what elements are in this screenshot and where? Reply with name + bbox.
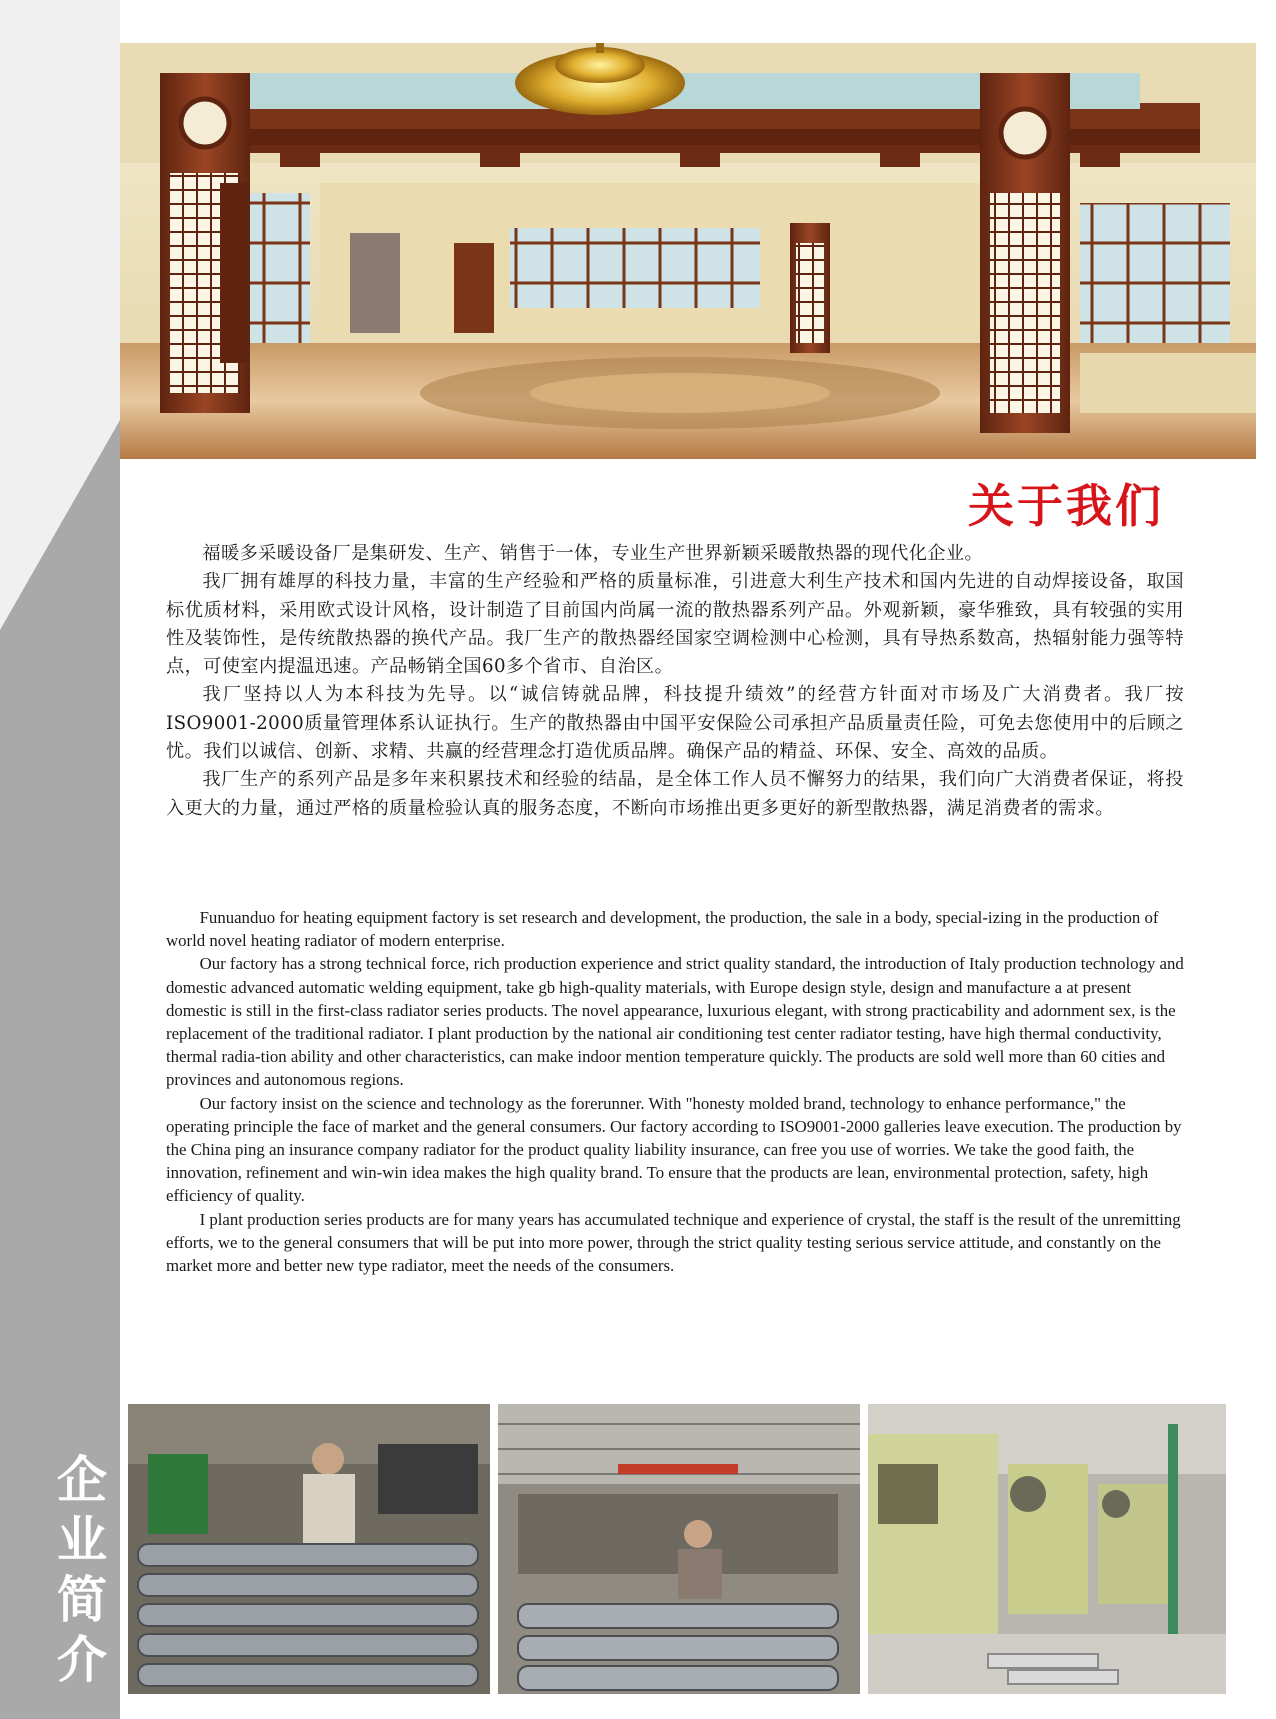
en-paragraph: Funuanduo for heating equipment factory is set research and development, the production, the sale in a body, special-izing in the production of world novel heating radiator of modern enterprise. bbox=[166, 908, 1159, 951]
side-title-char: 业 bbox=[57, 1511, 107, 1569]
side-band bbox=[0, 0, 120, 1719]
cn-paragraph: 福暖多采暖设备厂是集研发、生产、销售于一体，专业生产世界新颖采暖散热器的现代化企业。 bbox=[202, 543, 984, 564]
cn-paragraph: 我厂拥有雄厚的科技力量，丰富的生产经验和严格的质量标准，引进意大利生产技术和国内先进的自动焊接设备，取国标优质材料，采用欧式设计风格，设计制造了目前国内尚属一流的散热器系列产品。外观新颖，豪华雅致，具有较强的实用性及装饰性，是传统散热器的换代产品。我厂生产的散热器经国家空调检测中心检测，具有导热系数高，热辐射能力强等特点，可使室内提温迅速。产品畅销全国60多个省市、自治区。 bbox=[166, 571, 1184, 678]
side-title-char: 简 bbox=[57, 1571, 107, 1629]
cn-paragraph: 我厂坚持以人为本科技为先导。以“诚信铸就品牌，科技提升绩效”的经营方针面对市场及广大消费者。我厂按ISO9001-2000质量管理体系认证执行。生产的散热器由中国平安保险公司承担产品质量责任险，可免去您使用中的后顾之忧。我们以诚信、创新、求精、共赢的经营理念打造优质品牌。确保产品的精益、环保、安全、高效的品质。 bbox=[166, 684, 1184, 763]
side-title-char: 企 bbox=[57, 1451, 107, 1509]
side-title-char: 介 bbox=[57, 1631, 107, 1689]
cn-paragraph: 我厂生产的系列产品是多年来积累技术和经验的结晶，是全体工作人员不懈努力的结果，我们向广大消费者保证，将投入更大的力量，通过严格的质量检验认真的服务态度，不断向市场推出更多更好的新型散热器，满足消费者的需求。 bbox=[166, 769, 1184, 819]
chinese-text bbox=[166, 540, 1184, 823]
page-heading: 关于我们 bbox=[968, 479, 1164, 533]
factory-photo-press-machines bbox=[868, 1404, 1226, 1694]
factory-photo-workshop bbox=[498, 1404, 860, 1694]
en-paragraph: I plant production series products are for many years has accumulated technique and experience of crystal, the staff is the result of the unremitting efforts, we to the general consumers that will be put into more power, through the strict quality testing serious service attitude, and constantly on the market more and better new type radiator, meet the needs of the consumers. bbox=[166, 1209, 1181, 1276]
en-paragraph: Our factory insist on the science and technology as the forerunner. With "honesty molded brand, technology to enhance performance," the operating principle the face of market and the general consumers. Our factory according to ISO9001-2000 galleries leave execution. The production by the China ping an insurance company radiator for the product quality liability insurance, can free you use of worries. We take the good faith, the innovation, refinement and win-win idea makes the high quality brand. To ensure that the products are lean, environmental protection, safety, high efficiency of quality. bbox=[166, 1093, 1182, 1206]
factory-photo-welding bbox=[128, 1404, 490, 1694]
hero-lobby-image bbox=[120, 43, 1256, 459]
side-title bbox=[52, 1450, 112, 1690]
factory-photos bbox=[128, 1404, 1226, 1694]
en-paragraph: Our factory has a strong technical force, rich production experience and strict quality standard, the introduction of Italy production technology and domestic advanced automatic welding equipment, take gb high-quality materials, with Europe design style, design and manufacture a at present domestic is still in the first-class radiator series products. The novel appearance, luxurious elegant, with strong practicability and adornment sex, is the replacement of the traditional radiator. I plant production by the national air conditioning test center radiator testing, have high thermal conductivity, thermal radia-tion ability and other characteristics, can make indoor mention temperature quickly. The products are sold well more than 60 cities and provinces and autonomous regions. bbox=[166, 954, 1184, 1090]
english-text bbox=[166, 906, 1186, 1277]
